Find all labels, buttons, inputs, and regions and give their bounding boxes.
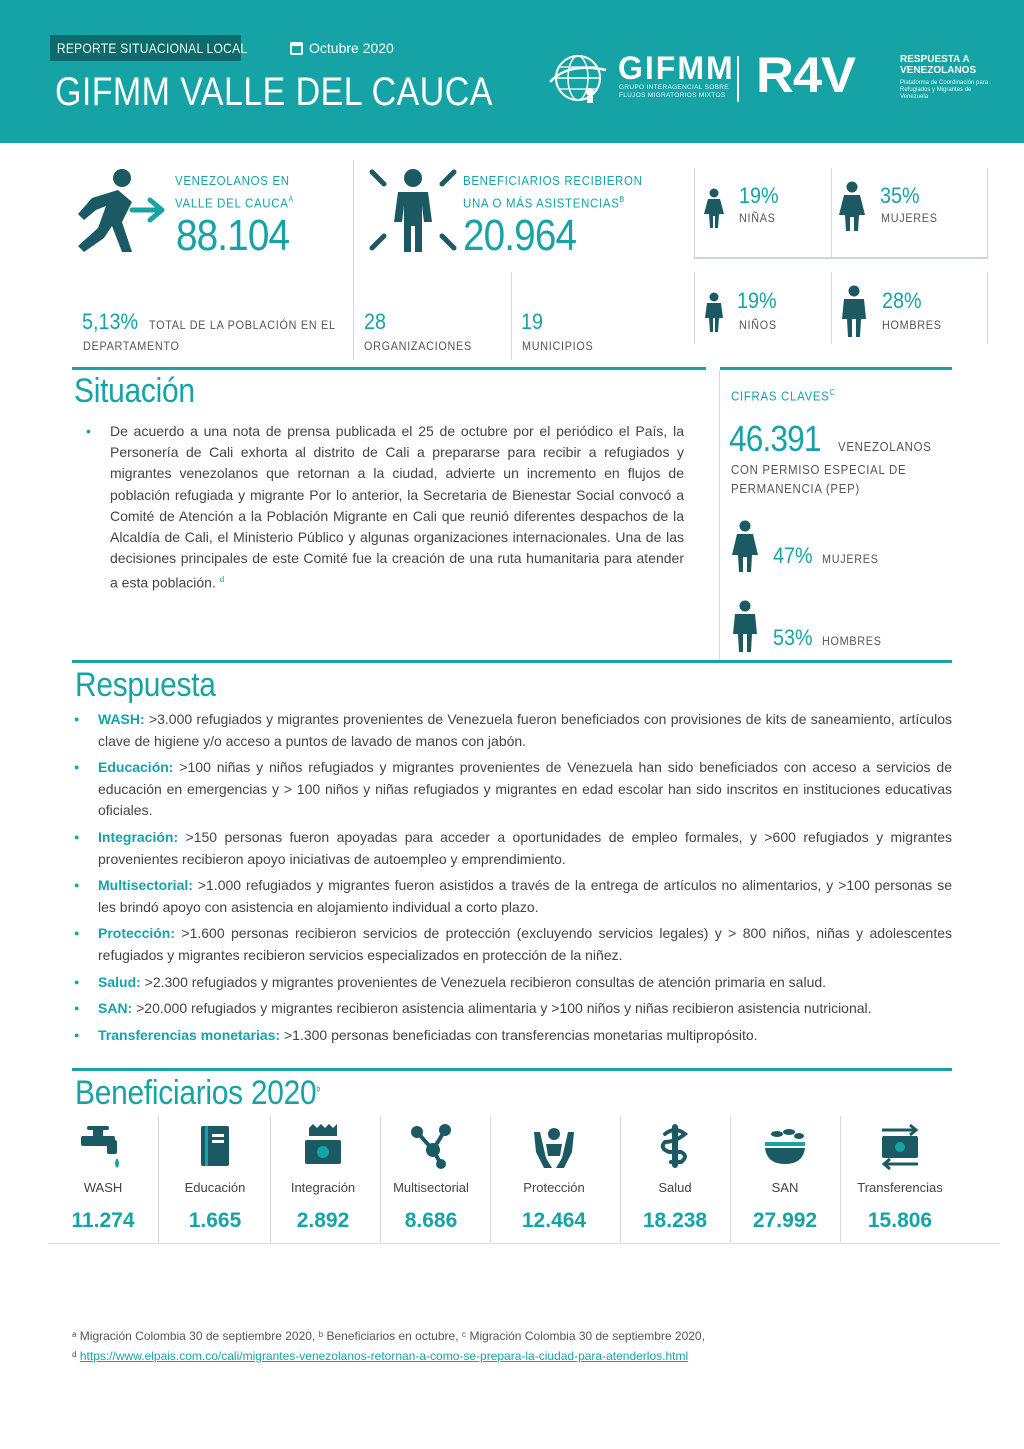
sector-educacion: Educación 1.665	[160, 1116, 270, 1242]
r4v-logo-title: RESPUESTA A VENEZOLANOS	[900, 54, 977, 76]
calendar-icon	[290, 42, 303, 55]
divider	[831, 272, 832, 344]
ninas-label: NIÑAS	[739, 211, 776, 225]
r4v-logo-subtitle: Plataforma de Coordinación para Refugiados y Migrantes de Venezuela	[900, 80, 989, 100]
pep-desc: PERMANENCIA (PEP)	[731, 481, 860, 496]
poblacion-stat: 5,13% TOTAL DE LA POBLACIÓN EN EL	[82, 309, 336, 334]
list-item: ● Salud: >2.300 refugiados y migrantes provenientes de Venezuela recibieron consultas de atención primaria en salud.	[72, 972, 952, 994]
sector-wash: WASH 11.274	[48, 1116, 158, 1242]
pep-mujeres: 47% MUJERES	[773, 543, 879, 568]
woman-icon	[838, 181, 866, 231]
hombres-pct: 28%	[882, 288, 922, 313]
page-title: GIFMM VALLE DEL CAUCA	[55, 70, 493, 114]
list-item: ● Transferencias monetarias: >1.300 personas beneficiadas con transferencias monetarias multipropósito.	[72, 1025, 952, 1047]
footnote-line: ᵃ Migración Colombia 30 de septiembre 2020, ᵇ Beneficiarios en octubre, ᶜ Migración Colombia 30 de septiembre 2020,	[72, 1329, 705, 1343]
man-icon	[840, 285, 868, 337]
divider	[840, 1116, 841, 1242]
divider	[48, 1243, 1000, 1244]
mujeres-pct: 35%	[880, 183, 920, 208]
divider	[831, 168, 832, 258]
beneficiarios-value: 20.964	[463, 211, 577, 260]
page-header	[0, 0, 1024, 143]
girl-icon	[703, 188, 725, 228]
sector-proteccion: Protección 12.464	[499, 1116, 609, 1242]
beneficiarios-title: Beneficiarios 2020$^b$	[75, 1074, 321, 1112]
gifmm-globe-icon	[548, 52, 610, 104]
man-icon	[731, 600, 759, 652]
respuesta-list	[72, 709, 952, 1051]
hombres-label: HOMBRES	[882, 318, 942, 332]
pep-value-label: VENEZOLANOS	[837, 439, 932, 454]
divider	[719, 370, 720, 660]
cash-integration-icon	[299, 1122, 347, 1170]
section-rule	[72, 660, 952, 663]
report-date	[290, 40, 394, 56]
ninos-pct: 19%	[737, 288, 777, 313]
gifmm-logo: GIFMM	[618, 50, 735, 86]
sector-transferencias: Transferencias 15.806	[845, 1116, 955, 1242]
venezolanos-value: 88.104	[176, 211, 290, 260]
list-item: ● Protección: >1.600 personas recibieron servicios de protección (excluyendo servicios legales) y > 800 niños, niñas y adolescentes refugiados y migrantes recibieron servicios especializados en protección de la niñez.	[72, 923, 952, 966]
cifras-title: CIFRAS $CLAVES^C$	[731, 388, 835, 404]
r4v-logo: R4V	[756, 47, 855, 103]
list-item: ● Integración: >150 personas fueron apoyadas para acceder a oportunidades de empleo formales, y >600 refugiados y migrantes provenientes recibieron apoyo iniciativas de autoempleo y emprendimiento.	[72, 827, 952, 870]
poblacion-stat-label: DEPARTAMENTO	[83, 339, 180, 353]
cash-transfer-icon	[876, 1122, 924, 1170]
footnotes	[72, 1326, 705, 1366]
ninas-pct: 19%	[739, 183, 779, 208]
sector-multisectorial: Multisectorial 8.686	[376, 1116, 486, 1242]
organizaciones-label: ORGANIZACIONES	[364, 339, 472, 353]
section-rule	[72, 367, 706, 370]
mujeres-label: MUJERES	[881, 211, 938, 225]
woman-icon	[731, 520, 759, 572]
divider	[694, 168, 695, 258]
sector-san: SAN 27.992	[730, 1116, 840, 1242]
beneficiarios-label: BENEFICIARIOS RECIBIERON UNA O MÁS $ASISTENCIAS^B$	[463, 173, 643, 211]
footnote-line: ᵈ https://www.elpais.com.co/cali/migrantes-venezolanos-retornan-a-como-se-prepara-la-ciudad-para-atenderlos.html	[72, 1349, 689, 1363]
pep-hombres: 53% HOMBRES	[773, 625, 882, 650]
running-person-arrow-icon	[70, 168, 168, 254]
list-item: ● WASH: >3.000 refugiados y migrantes provenientes de Venezuela fueron beneficiados con provisiones de kits de saneamiento, artículos clave de higiene y/o acceso a puntos de lavado de manos con jabón.	[72, 709, 952, 752]
divider	[694, 272, 695, 344]
person-radiating-icon	[368, 166, 458, 256]
organizaciones-value: 28	[364, 309, 387, 334]
book-icon	[191, 1122, 239, 1170]
situacion-text: De acuerdo a una nota de prensa publicada el 25 de octubre por el periódico el País, la Personería de Cali exhorta al distrito de Cali a prepararse para recibir a refugiados y migrantes venezolanos que retornan a la ciudad, advierte un incremento en flujos de población refugiada y migrante Por lo anterior, la Secretaria de Bienestar Social convocó a Comité de Atención a la Población Migrante en Cali que reunió diferentes despachos de la Alcaldía de Cali, el Ministerio Público y algunas organizaciones internacionales. Una de las decisiones principales de este Comité fue la creación de una ruta humanitaria para atender a esta población.	[110, 423, 684, 592]
divider	[987, 168, 988, 258]
network-icon	[407, 1122, 455, 1170]
divider	[511, 272, 512, 360]
section-rule	[72, 1068, 952, 1071]
report-date-text: Octubre 2020	[309, 40, 394, 56]
section-rule	[720, 367, 952, 370]
situacion-text-block	[86, 421, 684, 594]
municipios-value: 19	[521, 309, 544, 334]
source-link[interactable]: https://www.elpais.com.co/cali/migrantes-venezolanos-retornan-a-como-se-prepara-la-ciudad-para-atenderlos.html	[79, 1349, 689, 1363]
respuesta-title: Respuesta	[75, 666, 216, 704]
gifmm-logo-subtitle: GRUPO INTERAGENCIAL SOBRE FLUJOS MIGRATORIOS MIXTOS	[619, 84, 729, 99]
faucet-icon	[79, 1122, 127, 1170]
sector-integracion: Integración 2.892	[268, 1116, 378, 1242]
protection-hands-icon	[530, 1122, 578, 1170]
health-icon	[651, 1122, 699, 1170]
municipios-label: MUNICIPIOS	[522, 339, 594, 353]
list-item: ● Educación: >100 niñas y niños refugiados y migrantes provenientes de Venezuela han sido beneficiados con acceso a servicios de educación en emergencias y > 100 niños y niñas refugiados y migrantes en edad escolar han sido inscritos en instituciones educativas oficiales.	[72, 757, 952, 822]
report-type-badge: REPORTE SITUACIONAL LOCAL	[50, 35, 241, 61]
divider	[987, 272, 988, 344]
food-bowl-icon	[761, 1122, 809, 1170]
list-item: ● SAN: >20.000 refugiados y migrantes recibieron asistencia alimentaria y >100 niños y niñas recibieron asistencia nutricional.	[72, 998, 952, 1020]
pep-value: 46.391	[729, 418, 821, 459]
venezolanos-label: VENEZOLANOS EN VALLE DEL $CAUCA^A$	[175, 173, 294, 211]
list-item: ● Multisectorial: >1.000 refugiados y migrantes fueron asistidos a través de la entrega de artículos no alimentarios, y >100 personas se les brindó apoyo con asistencia en alojamiento individual a corto plazo.	[72, 875, 952, 918]
bullet-icon: •	[86, 423, 91, 439]
sector-salud: Salud 18.238	[620, 1116, 730, 1242]
pep-stat	[729, 418, 944, 460]
logo-divider	[737, 56, 739, 102]
footnote-mark: d	[219, 575, 225, 585]
divider	[694, 257, 988, 259]
situacion-title: Situación	[74, 372, 195, 410]
ninos-label: NIÑOS	[739, 318, 777, 332]
divider	[490, 1116, 491, 1242]
divider	[158, 1116, 159, 1242]
boy-icon	[703, 292, 725, 332]
pep-desc: CON PERMISO ESPECIAL DE	[731, 462, 907, 477]
